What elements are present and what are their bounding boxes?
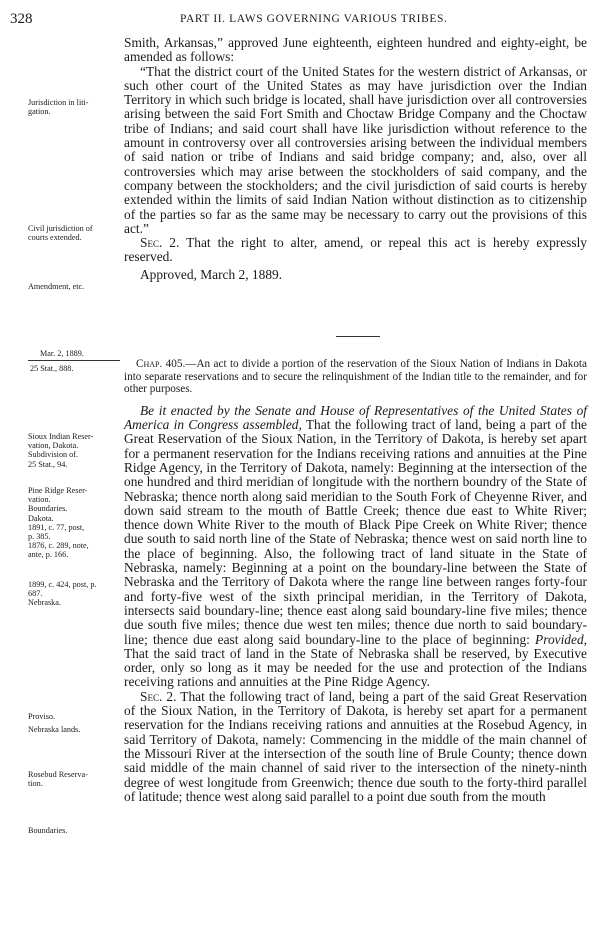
body-text-top <box>124 36 587 282</box>
margin-note-proviso: Proviso. Nebraska lands. <box>28 712 81 735</box>
margin-note-pine-ridge: Pine Ridge Reser- vation. Boundaries. Dakota. 1891, c. 77, post, p. 385. 1876, c. 289, note, ante, p. 166. <box>28 486 89 560</box>
section-label: Sec. 2. <box>140 688 177 704</box>
approved-line: Approved, March 2, 1889. <box>140 266 283 282</box>
paragraph-continuation: Smith, Arkansas,” approved June eighteenth, eighteen hundred and eighty-eight, be amended as follows: <box>124 35 587 65</box>
page-header <box>10 11 588 31</box>
margin-citation <box>28 348 120 374</box>
section-text: That the right to alter, amend, or repeal this act is hereby expressly reserved. <box>124 235 588 265</box>
chapter-label: Chap. 405. <box>136 358 186 370</box>
margin-note-sioux: Sioux Indian Reser- vation, Dakota. Subdivision of. 25 Stat., 94. <box>28 432 94 469</box>
margin-note-amendment: Amendment, etc. <box>28 282 85 291</box>
paragraph-jurisdiction: “That the district court of the United States for the western district of Arkansas, or such other court of the United States as may have jurisdiction over the Indian Territory in which such bridge is located, shall have jurisdiction over all controversies arising between the said Fort Smith and Choctaw Bridge Company and the Choctaw tribe of Indians; and said court shall have like jurisdiction without reference to the amount in controversy over all controversies arising between the individual members of said nation or tribe of Indians and said bridge company; and, also, over all controversies which may arise between the stockholders of said company, and the company between the stockholders; and the civil jurisdiction of said courts is hereby extended within the limits of said Indian Nation without distinction as to citizenship of the parties so far as the same may be necessary to carry out the provisions of this act.” <box>124 63 587 236</box>
margin-note-boundaries: Boundaries. <box>28 826 68 835</box>
citation-rule <box>28 360 120 361</box>
margin-note-nebraska-ref: 1899, c. 424, post, p. 687. Nebraska. <box>28 580 97 608</box>
margin-note-civil-jurisdiction: Civil jurisdiction of courts extended. <box>28 224 93 243</box>
proviso-word: Provided, <box>529 631 587 647</box>
running-head: PART II. LAWS GOVERNING VARIOUS TRIBES. <box>180 13 448 25</box>
citation-date: Mar. 2, 1889. <box>40 349 84 358</box>
chapter-heading <box>124 358 587 396</box>
chapter-title: —An act to divide a portion of the reservation of the Sioux Nation of Indians in Dakota into separate reservations and to secure the relinquishment of the Indian title to the remainder, and for other purposes. <box>124 358 588 396</box>
page-number: 328 <box>10 11 33 27</box>
section-divider <box>336 336 380 337</box>
section-label: Sec. 2. <box>140 235 180 251</box>
paragraph-rosebud: Sec. 2. That the following tract of land, being a part of the said Great Reservation of the Sioux Nation, in the Territory of Dakota, is hereby set apart for a permanent reservation for the Indians receiving rations and annuities at the Rosebud Agency, in said Territory of Dakota, namely: Commencing in the middle of the main channel of the Missouri River at the intersection of the south line of Brule County; thence down said middle of the main channel of said river to the intersection of the ninety-ninth degree of west longitude from Greenwich; thence due south to the forty-third parallel of latitude; thence west along said parallel to a point due south from the mouth <box>124 688 588 804</box>
body-text-chapter <box>124 358 587 804</box>
margin-note-jurisdiction: Jurisdiction in liti- gation. <box>28 98 89 117</box>
paragraph-sec2 <box>124 236 587 265</box>
enacting-clause: Be it enacted by the Senate and House of Representatives of the United States of America in Congress assembled, <box>124 402 587 433</box>
margin-note-rosebud: Rosebud Reserva- tion. <box>28 770 88 789</box>
paragraph-enactment: Be it enacted by the Senate and House of Representatives of the United States of America in Congress assembled, That the following tract of land, being a part of the Great Reservation of the Sioux Nation, in the Territory of Dakota, is hereby set apart for a permanent reservation for the Indians receiving rations and annuities at the Pine Ridge Agency, in the Territory of Dakota, namely: Beginning at the intersection of the one hundred and third meridian of longitude with the northern boundry of the State of Nebraska; thence north along said meridian to the South Fork of Cheyenne River, and down said stream to the mouth of Battle Creek; thence due east to White River; thence down White River to the mouth of Black Pipe Creek on White River; thence due south to said north line of the State of Nebraska; thence west on said north line to the place of beginning. Also, the following tract of land situate in the State of Nebraska, namely: Beginning at a point on the boundary-line between the State of Nebraska and the Territory of Dakota where the range line between ranges forty-four and forty-five west of the sixth principal meridian, in the Territory of Dakota, intersects said boundary-line; thence east along said boundary-line five miles; thence due south five miles; thence due west ten miles; thence due north to said boundary-line; thence due east along said boundary-line to the place of beginning: Provided, That the said tract of land in the State of Nebraska shall be reserved, by Executive order, only so long as it may be needed for the use and protection of the Indians receiving rations and annuities at the Pine Ridge Agency. <box>124 402 587 690</box>
citation-statute: 25 Stat., 888. <box>30 364 74 373</box>
